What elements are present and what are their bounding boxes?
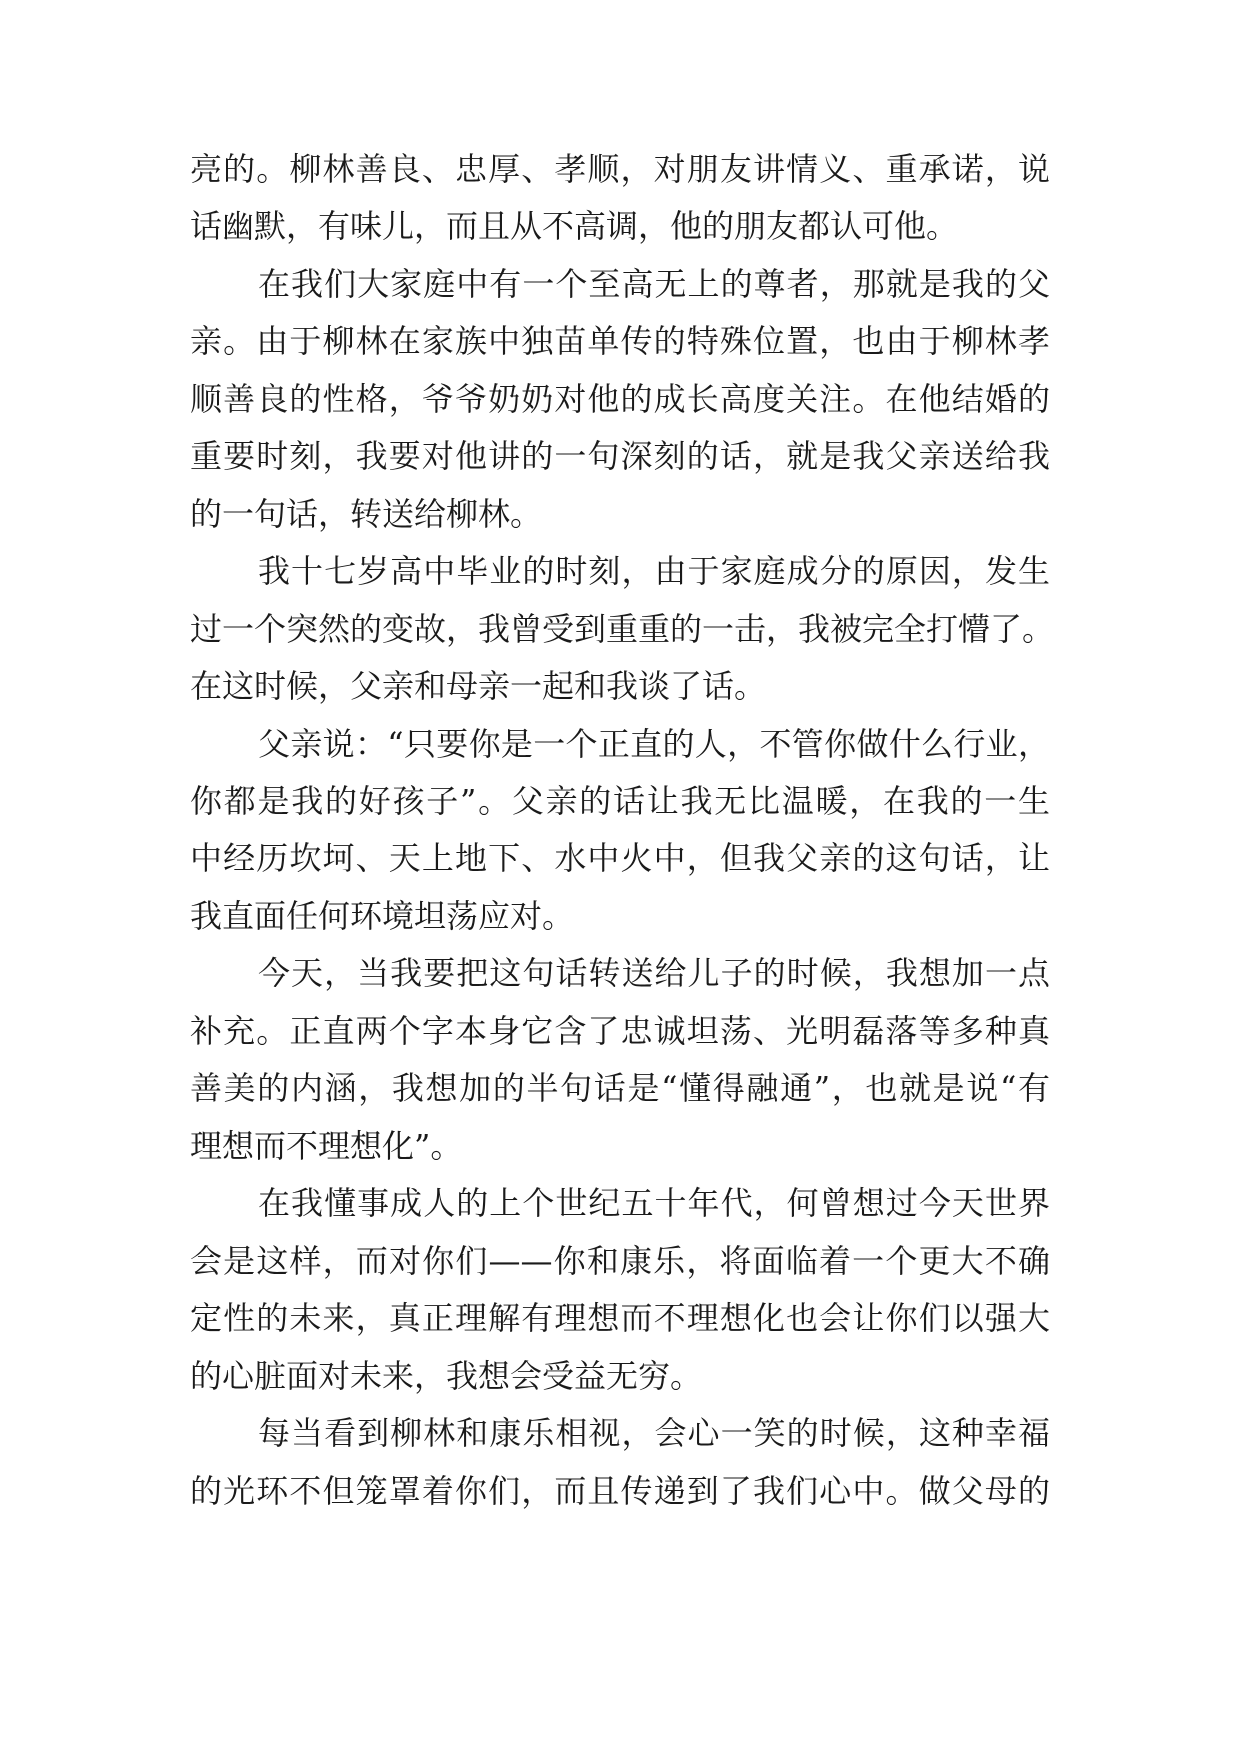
text-line: 中经历坎坷、天上地下、水中火中，但我父亲的这句话，让	[190, 839, 1050, 877]
text-line: 父亲说：“只要你是一个正直的人，不管你做什么行业，	[258, 725, 1050, 763]
text-line: 在我们大家庭中有一个至高无上的尊者，那就是我的父	[258, 265, 1050, 303]
text-line: 在这时候，父亲和母亲一起和我谈了话。	[190, 667, 767, 705]
text-line: 话幽默，有味儿，而且从不高调，他的朋友都认可他。	[190, 207, 959, 245]
text-line: 重要时刻，我要对他讲的一句深刻的话，就是我父亲送给我	[190, 437, 1050, 475]
text-line: 的心脏面对未来，我想会受益无穷。	[190, 1357, 703, 1395]
text-line: 你都是我的好孩子”。父亲的话让我无比温暖，在我的一生	[190, 782, 1050, 820]
text-line: 补充。正直两个字本身它含了忠诚坦荡、光明磊落等多种真	[190, 1012, 1050, 1050]
text-line: 的光环不但笼罩着你们，而且传递到了我们心中。做父母的	[190, 1472, 1050, 1510]
text-line: 亮的。柳林善良、忠厚、孝顺，对朋友讲情义、重承诺，说	[190, 150, 1050, 188]
text-line: 善美的内涵，我想加的半句话是“懂得融通”，也就是说“有	[190, 1069, 1050, 1107]
text-line: 我直面任何环境坦荡应对。	[190, 897, 575, 935]
text-line: 亲。由于柳林在家族中独苗单传的特殊位置，也由于柳林孝	[190, 322, 1050, 360]
text-line: 在我懂事成人的上个世纪五十年代，何曾想过今天世界	[258, 1184, 1050, 1222]
text-line: 定性的未来，真正理解有理想而不理想化也会让你们以强大	[190, 1299, 1050, 1337]
text-line: 我十七岁高中毕业的时刻，由于家庭成分的原因，发生	[258, 552, 1050, 590]
text-line: 的一句话，转送给柳林。	[190, 495, 543, 533]
text-line: 过一个突然的变故，我曾受到重重的一击，我被完全打懵了。	[190, 610, 1055, 648]
text-line: 顺善良的性格，爷爷奶奶对他的成长高度关注。在他结婚的	[190, 380, 1050, 418]
text-line: 每当看到柳林和康乐相视，会心一笑的时候，这种幸福	[258, 1414, 1050, 1452]
text-line: 今天，当我要把这句话转送给儿子的时候，我想加一点	[258, 954, 1050, 992]
text-line: 会是这样，而对你们——你和康乐，将面临着一个更大不确	[190, 1242, 1050, 1280]
text-line: 理想而不理想化”。	[190, 1127, 463, 1165]
